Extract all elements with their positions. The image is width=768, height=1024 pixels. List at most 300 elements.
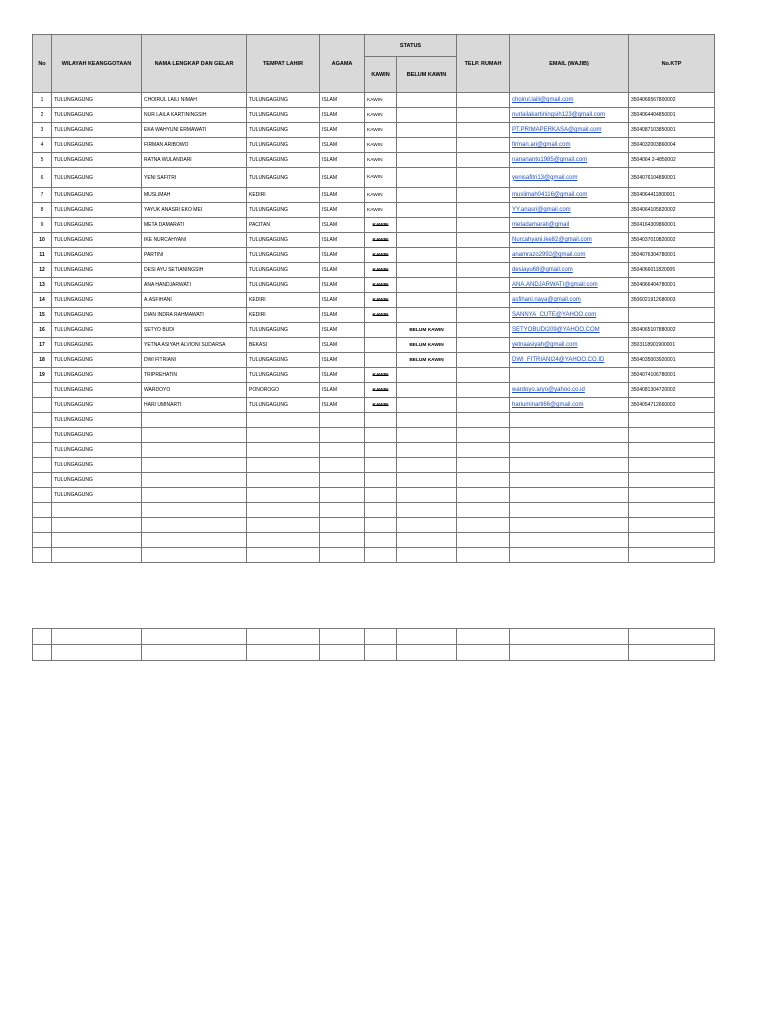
cell-email[interactable]: yenisafitri13@gmail.com <box>510 168 629 188</box>
table-row <box>33 188 715 203</box>
cell-belum-kawin <box>397 443 457 458</box>
cell-email[interactable]: PT.PRIMAPERKASA@gmail.com <box>510 123 629 138</box>
header-agama: AGAMA <box>320 35 365 93</box>
cell-wilayah <box>52 548 142 563</box>
cell-tempat-lahir <box>247 413 320 428</box>
cell-no: 5 <box>33 153 52 168</box>
cell-kawin <box>365 353 397 368</box>
cell-email[interactable]: anamrazo2992@gmail.com <box>510 248 629 263</box>
cell-telp <box>457 443 510 458</box>
cell-wilayah: TULUNGAGUNG <box>52 233 142 248</box>
footer-table <box>32 628 715 661</box>
cell-belum-kawin: BELUM KAWIN <box>397 323 457 338</box>
cell-agama: ISLAM <box>320 278 365 293</box>
cell-kawin: KAWIN <box>365 368 397 383</box>
cell-belum-kawin <box>397 168 457 188</box>
cell-ktp: 3504164309860001 <box>629 218 715 233</box>
table-row <box>33 123 715 138</box>
cell-kawin <box>365 443 397 458</box>
cell-tempat-lahir <box>247 488 320 503</box>
cell-nama <box>142 488 247 503</box>
cell-tempat-lahir: TULUNGAGUNG <box>247 168 320 188</box>
cell-agama <box>320 443 365 458</box>
cell-ktp: 3504074106780001 <box>629 368 715 383</box>
cell-ktp: 3506021912680003 <box>629 293 715 308</box>
cell-ktp: 3504081304720002 <box>629 383 715 398</box>
cell-ktp <box>629 473 715 488</box>
cell-kawin <box>365 503 397 518</box>
cell-kawin <box>365 518 397 533</box>
cell-nama: MUSLIMAH <box>142 188 247 203</box>
cell-tempat-lahir: TULUNGAGUNG <box>247 138 320 153</box>
cell-email[interactable]: yetnaasiyah@gmail.com <box>510 338 629 353</box>
cell-nama: IKE NURCAHYANI <box>142 233 247 248</box>
cell-wilayah: TULUNGAGUNG <box>52 263 142 278</box>
cell-kawin: KAWIN <box>365 278 397 293</box>
cell-nama <box>142 518 247 533</box>
cell-nama: YETNA ASIYAH ALVIONI SUDARSA <box>142 338 247 353</box>
table-row <box>33 138 715 153</box>
cell-telp <box>457 153 510 168</box>
cell-tempat-lahir: KEDIRI <box>247 293 320 308</box>
cell-wilayah: TULUNGAGUNG <box>52 413 142 428</box>
table-row <box>33 168 715 188</box>
cell-belum-kawin <box>397 263 457 278</box>
cell-belum-kawin <box>397 188 457 203</box>
cell-kawin: KAWIN <box>365 308 397 323</box>
cell-ktp: 3504066404780001 <box>629 278 715 293</box>
cell-email[interactable]: DWI_FITRIANI24@YAHOO.CO.ID <box>510 353 629 368</box>
cell-ktp: 3504032003860004 <box>629 138 715 153</box>
cell-email <box>510 368 629 383</box>
cell-agama: ISLAM <box>320 353 365 368</box>
cell-tempat-lahir: TULUNGAGUNG <box>247 123 320 138</box>
cell-agama: ISLAM <box>320 233 365 248</box>
cell-wilayah: TULUNGAGUNG <box>52 248 142 263</box>
table-row <box>33 443 715 458</box>
cell-belum-kawin <box>397 278 457 293</box>
cell-belum-kawin <box>397 383 457 398</box>
table-row <box>33 368 715 383</box>
cell-no: 9 <box>33 218 52 233</box>
cell-nama: A.ASFIHANI <box>142 293 247 308</box>
cell-ktp <box>629 548 715 563</box>
cell-wilayah: TULUNGAGUNG <box>52 188 142 203</box>
cell-agama: ISLAM <box>320 108 365 123</box>
cell-agama: ISLAM <box>320 168 365 188</box>
cell-email[interactable]: nanananto1985@gmail.com <box>510 153 629 168</box>
cell-email <box>510 443 629 458</box>
cell-nama: HARI UMINARTI <box>142 398 247 413</box>
cell-ktp <box>629 533 715 548</box>
cell-ktp: 3504065107880002 <box>629 323 715 338</box>
cell-email[interactable]: metadamarati@gmail <box>510 218 629 233</box>
cell-belum-kawin <box>397 488 457 503</box>
cell-no: 14 <box>33 293 52 308</box>
cell-ktp <box>629 308 715 323</box>
cell-telp <box>457 503 510 518</box>
cell-belum-kawin <box>397 233 457 248</box>
cell-nama <box>142 428 247 443</box>
cell-ktp: 3504064404850001 <box>629 108 715 123</box>
header-tempat-lahir: TEMPAT LAHIR <box>247 35 320 93</box>
cell-email[interactable]: wardoyo.aryo@yahoo.co.id <box>510 383 629 398</box>
cell-wilayah: TULUNGAGUNG <box>52 93 142 108</box>
cell-no: 16 <box>33 323 52 338</box>
cell-belum-kawin <box>397 413 457 428</box>
cell-kawin: KAWIN <box>365 168 397 188</box>
cell-no: 3 <box>33 123 52 138</box>
cell-telp <box>457 518 510 533</box>
cell-email[interactable]: SANNYA_CUTE@YAHOO.com <box>510 308 629 323</box>
cell-belum-kawin <box>397 123 457 138</box>
cell-kawin: KAWIN <box>365 93 397 108</box>
cell-wilayah: TULUNGAGUNG <box>52 278 142 293</box>
cell-agama: ISLAM <box>320 153 365 168</box>
cell-tempat-lahir <box>247 443 320 458</box>
cell-email <box>510 458 629 473</box>
cell-email[interactable]: desiayu68@gmail.com <box>510 263 629 278</box>
cell-email[interactable]: firman.ari@gmail.com <box>510 138 629 153</box>
cell-kawin <box>365 548 397 563</box>
cell-kawin: KAWIN <box>365 203 397 218</box>
cell-no <box>33 533 52 548</box>
cell-no <box>33 488 52 503</box>
cell-wilayah: TULUNGAGUNG <box>52 323 142 338</box>
cell-ktp: 3504035003920001 <box>629 353 715 368</box>
table-row <box>33 263 715 278</box>
cell-ktp: 3504064105820002 <box>629 203 715 218</box>
table-row <box>33 488 715 503</box>
table-row <box>33 93 715 108</box>
cell-wilayah: TULUNGAGUNG <box>52 293 142 308</box>
cell-nama: FIRMAN ARIBOWO <box>142 138 247 153</box>
footer-row <box>33 629 715 645</box>
cell-agama <box>320 473 365 488</box>
cell-telp <box>457 338 510 353</box>
cell-ktp: 3504037010820002 <box>629 233 715 248</box>
cell-no <box>33 548 52 563</box>
cell-agama <box>320 413 365 428</box>
cell-telp <box>457 533 510 548</box>
cell-tempat-lahir: KEDIRI <box>247 308 320 323</box>
cell-no: 15 <box>33 308 52 323</box>
cell-no: 10 <box>33 233 52 248</box>
cell-ktp: 3504064411800001 <box>629 188 715 203</box>
cell-nama: CHOIRUL LAILI NIMAH <box>142 93 247 108</box>
cell-tempat-lahir: TULUNGAGUNG <box>247 233 320 248</box>
cell-belum-kawin <box>397 308 457 323</box>
cell-ktp: 3504076304780001 <box>629 248 715 263</box>
cell-belum-kawin <box>397 138 457 153</box>
footer-row <box>33 645 715 661</box>
cell-wilayah: TULUNGAGUNG <box>52 488 142 503</box>
cell-telp <box>457 93 510 108</box>
cell-agama: ISLAM <box>320 293 365 308</box>
cell-kawin <box>365 533 397 548</box>
cell-email[interactable]: muslimah04116@gmail.com <box>510 188 629 203</box>
cell-telp <box>457 548 510 563</box>
cell-email <box>510 533 629 548</box>
cell-wilayah: TULUNGAGUNG <box>52 308 142 323</box>
cell-no <box>33 503 52 518</box>
cell-no: 2 <box>33 108 52 123</box>
cell-wilayah: TULUNGAGUNG <box>52 353 142 368</box>
cell-no: 17 <box>33 338 52 353</box>
cell-belum-kawin <box>397 518 457 533</box>
cell-telp <box>457 168 510 188</box>
cell-tempat-lahir <box>247 548 320 563</box>
cell-tempat-lahir: TULUNGAGUNG <box>247 203 320 218</box>
cell-agama: ISLAM <box>320 383 365 398</box>
cell-tempat-lahir: PONOROGO <box>247 383 320 398</box>
cell-nama: DESI AYU SETIANINGSIH <box>142 263 247 278</box>
cell-no <box>33 458 52 473</box>
cell-no: 7 <box>33 188 52 203</box>
cell-agama <box>320 533 365 548</box>
cell-agama: ISLAM <box>320 188 365 203</box>
cell-agama <box>320 518 365 533</box>
cell-kawin: KAWIN <box>365 398 397 413</box>
cell-agama: ISLAM <box>320 138 365 153</box>
header-no: No <box>33 35 52 93</box>
table-row <box>33 308 715 323</box>
cell-kawin: KAWIN <box>365 293 397 308</box>
cell-nama: YAYUK ANASRI EKO MEI <box>142 203 247 218</box>
header-email: EMAIL (WAJIB) <box>510 35 629 93</box>
cell-wilayah: TULUNGAGUNG <box>52 123 142 138</box>
cell-wilayah: TULUNGAGUNG <box>52 338 142 353</box>
cell-kawin <box>365 413 397 428</box>
cell-nama <box>142 548 247 563</box>
table-row <box>33 153 715 168</box>
cell-agama: ISLAM <box>320 123 365 138</box>
cell-agama: ISLAM <box>320 263 365 278</box>
header-belum-kawin: BELUM KAWIN <box>397 57 457 93</box>
cell-nama: EKA WAHYUNI ERMAWATI <box>142 123 247 138</box>
cell-email <box>510 473 629 488</box>
cell-agama <box>320 428 365 443</box>
cell-agama: ISLAM <box>320 308 365 323</box>
cell-belum-kawin <box>397 93 457 108</box>
table-row <box>33 413 715 428</box>
cell-kawin: KAWIN <box>365 123 397 138</box>
cell-email[interactable]: ANA.ANDJARWATI@gmail.com <box>510 278 629 293</box>
cell-ktp: 3504076104890001 <box>629 168 715 188</box>
cell-tempat-lahir <box>247 428 320 443</box>
cell-kawin <box>365 338 397 353</box>
cell-wilayah: TULUNGAGUNG <box>52 218 142 233</box>
cell-email <box>510 518 629 533</box>
cell-kawin <box>365 488 397 503</box>
table-row <box>33 473 715 488</box>
cell-no <box>33 413 52 428</box>
cell-agama: ISLAM <box>320 93 365 108</box>
cell-telp <box>457 293 510 308</box>
cell-no: 12 <box>33 263 52 278</box>
cell-email[interactable]: hariuminarti66@gmail.com <box>510 398 629 413</box>
table-row <box>33 503 715 518</box>
cell-belum-kawin <box>397 108 457 123</box>
cell-email <box>510 413 629 428</box>
cell-no <box>33 398 52 413</box>
cell-telp <box>457 488 510 503</box>
table-row <box>33 353 715 368</box>
cell-belum-kawin <box>397 368 457 383</box>
cell-no <box>33 518 52 533</box>
cell-email[interactable]: YY.anasri@gmail.com <box>510 203 629 218</box>
table-row <box>33 458 715 473</box>
cell-telp <box>457 428 510 443</box>
cell-telp <box>457 353 510 368</box>
header-nama: NAMA LENGKAP DAN GELAR <box>142 35 247 93</box>
cell-belum-kawin <box>397 398 457 413</box>
cell-telp <box>457 123 510 138</box>
cell-nama: TRIPREHATIN <box>142 368 247 383</box>
cell-nama: DWI FITRIANI <box>142 353 247 368</box>
cell-tempat-lahir: TULUNGAGUNG <box>247 323 320 338</box>
cell-nama: RATNA WULANDARI <box>142 153 247 168</box>
cell-no: 18 <box>33 353 52 368</box>
cell-ktp <box>629 428 715 443</box>
cell-email[interactable]: nurlailakartiningsih123@gmail.com <box>510 108 629 123</box>
cell-tempat-lahir <box>247 533 320 548</box>
cell-agama: ISLAM <box>320 338 365 353</box>
table-row <box>33 398 715 413</box>
table-row <box>33 108 715 123</box>
cell-wilayah <box>52 503 142 518</box>
cell-wilayah: TULUNGAGUNG <box>52 168 142 188</box>
cell-agama <box>320 488 365 503</box>
cell-ktp <box>629 518 715 533</box>
cell-nama: SETYO BUDI <box>142 323 247 338</box>
cell-agama: ISLAM <box>320 248 365 263</box>
cell-agama <box>320 458 365 473</box>
cell-tempat-lahir <box>247 458 320 473</box>
cell-tempat-lahir <box>247 503 320 518</box>
cell-agama <box>320 548 365 563</box>
cell-telp <box>457 138 510 153</box>
table-row <box>33 233 715 248</box>
cell-telp <box>457 248 510 263</box>
cell-no: 6 <box>33 168 52 188</box>
cell-email <box>510 503 629 518</box>
cell-email[interactable]: SETYOBUDI209@YAHOO.COM <box>510 323 629 338</box>
cell-wilayah <box>52 533 142 548</box>
cell-email[interactable]: choirul.laili@gmail.com <box>510 93 629 108</box>
cell-wilayah: TULUNGAGUNG <box>52 443 142 458</box>
cell-kawin: KAWIN <box>365 108 397 123</box>
table-row <box>33 323 715 338</box>
cell-tempat-lahir: TULUNGAGUNG <box>247 368 320 383</box>
cell-nama <box>142 458 247 473</box>
cell-telp <box>457 413 510 428</box>
cell-belum-kawin <box>397 473 457 488</box>
cell-tempat-lahir: KEDIRI <box>247 188 320 203</box>
cell-telp <box>457 108 510 123</box>
cell-telp <box>457 368 510 383</box>
table-row <box>33 518 715 533</box>
cell-belum-kawin <box>397 533 457 548</box>
cell-no: 13 <box>33 278 52 293</box>
cell-wilayah: TULUNGAGUNG <box>52 153 142 168</box>
cell-tempat-lahir <box>247 518 320 533</box>
cell-kawin: KAWIN <box>365 153 397 168</box>
cell-tempat-lahir: TULUNGAGUNG <box>247 278 320 293</box>
cell-wilayah: TULUNGAGUNG <box>52 138 142 153</box>
cell-nama <box>142 413 247 428</box>
header-wilayah: WILAYAH KEANGGOTAAN <box>52 35 142 93</box>
cell-kawin: KAWIN <box>365 188 397 203</box>
cell-no: 4 <box>33 138 52 153</box>
cell-belum-kawin <box>397 503 457 518</box>
table-row <box>33 548 715 563</box>
cell-telp <box>457 218 510 233</box>
cell-belum-kawin <box>397 293 457 308</box>
cell-tempat-lahir: TULUNGAGUNG <box>247 93 320 108</box>
cell-ktp <box>629 443 715 458</box>
cell-ktp: 3504064 2-4850002 <box>629 153 715 168</box>
cell-tempat-lahir: TULUNGAGUNG <box>247 153 320 168</box>
header-status: STATUS <box>365 35 457 57</box>
cell-tempat-lahir: BEKASI <box>247 338 320 353</box>
table-row <box>33 248 715 263</box>
cell-kawin: KAWIN <box>365 248 397 263</box>
cell-ktp <box>629 503 715 518</box>
cell-ktp: 3503118901900001 <box>629 338 715 353</box>
cell-belum-kawin <box>397 153 457 168</box>
cell-nama: WARDOYO <box>142 383 247 398</box>
cell-telp <box>457 188 510 203</box>
cell-wilayah: TULUNGAGUNG <box>52 428 142 443</box>
cell-kawin: KAWIN <box>365 138 397 153</box>
cell-wilayah: TULUNGAGUNG <box>52 368 142 383</box>
table-row <box>33 428 715 443</box>
cell-belum-kawin <box>397 458 457 473</box>
table-row <box>33 203 715 218</box>
cell-wilayah: TULUNGAGUNG <box>52 473 142 488</box>
cell-kawin <box>365 323 397 338</box>
cell-kawin: KAWIN <box>365 263 397 278</box>
cell-kawin: KAWIN <box>365 233 397 248</box>
cell-no <box>33 383 52 398</box>
cell-email[interactable]: Nurcahyani.ike82@gmail.com <box>510 233 629 248</box>
cell-telp <box>457 458 510 473</box>
cell-tempat-lahir: TULUNGAGUNG <box>247 108 320 123</box>
cell-ktp: 3504066011820005 <box>629 263 715 278</box>
cell-telp <box>457 473 510 488</box>
cell-nama <box>142 533 247 548</box>
cell-telp <box>457 278 510 293</box>
cell-agama: ISLAM <box>320 218 365 233</box>
cell-no <box>33 443 52 458</box>
cell-nama <box>142 443 247 458</box>
cell-no: 19 <box>33 368 52 383</box>
cell-belum-kawin: BELUM KAWIN <box>397 353 457 368</box>
cell-wilayah: TULUNGAGUNG <box>52 383 142 398</box>
header-telp: TELP. RUMAH <box>457 35 510 93</box>
cell-tempat-lahir: TULUNGAGUNG <box>247 353 320 368</box>
cell-nama <box>142 503 247 518</box>
cell-wilayah: TULUNGAGUNG <box>52 458 142 473</box>
cell-wilayah <box>52 518 142 533</box>
cell-email <box>510 428 629 443</box>
header-ktp: No.KTP <box>629 35 715 93</box>
cell-email[interactable]: asfihani.naya@gmail.com <box>510 293 629 308</box>
cell-tempat-lahir: TULUNGAGUNG <box>247 248 320 263</box>
cell-wilayah: TULUNGAGUNG <box>52 398 142 413</box>
cell-nama: ANA HANDJARWATI <box>142 278 247 293</box>
